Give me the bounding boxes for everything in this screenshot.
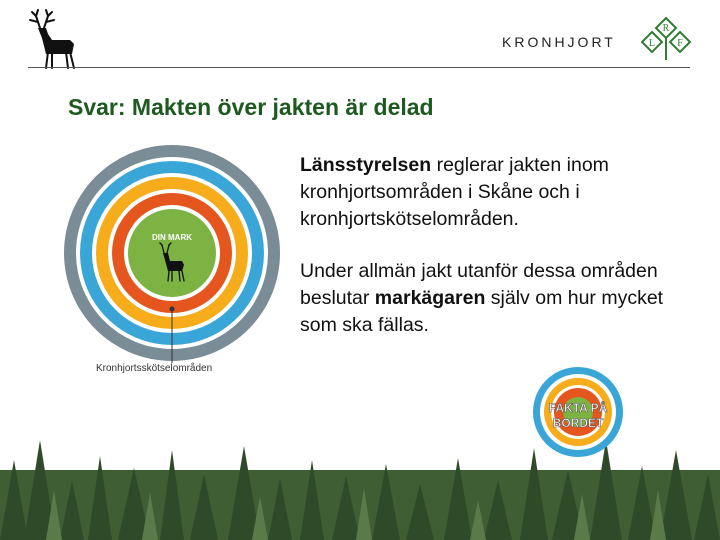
paragraph-1 xyxy=(300,152,700,233)
fakta-badge xyxy=(532,366,624,458)
paragraph-2-bold: markägaren xyxy=(374,287,486,309)
ring-center xyxy=(128,209,216,297)
paragraph-2-text-before: Under allmän jakt utanför dessa områden beslutar xyxy=(300,260,658,309)
logo-letter-f: F xyxy=(677,38,683,49)
center-label: DIN MARK xyxy=(152,233,192,242)
paragraph-1-text: reglerar jakten inom kronhjortsområden i Skåne och i kronhjortskötselområden. xyxy=(300,154,609,230)
paragraph-2-text-after: själv om hur mycket som ska fällas. xyxy=(300,287,664,336)
paragraph-1-bold: Länsstyrelsen xyxy=(300,154,432,176)
badge-line-2: BORDET xyxy=(552,416,604,430)
page-title: Svar: Makten över jakten är delad xyxy=(68,94,434,120)
logo-letter-r: R xyxy=(662,23,670,34)
brand-name: KRONHJORT xyxy=(502,34,616,50)
header-divider xyxy=(28,67,690,68)
deer-logo xyxy=(26,8,78,70)
logo-letter-l: L xyxy=(648,38,656,49)
paragraph-2 xyxy=(300,258,700,339)
badge-line-1: FAKTA PÅ xyxy=(548,401,608,415)
target-diagram xyxy=(62,143,282,363)
target-caption: Kronhjortsskötselområden xyxy=(96,363,213,374)
lrf-logo xyxy=(640,16,692,62)
